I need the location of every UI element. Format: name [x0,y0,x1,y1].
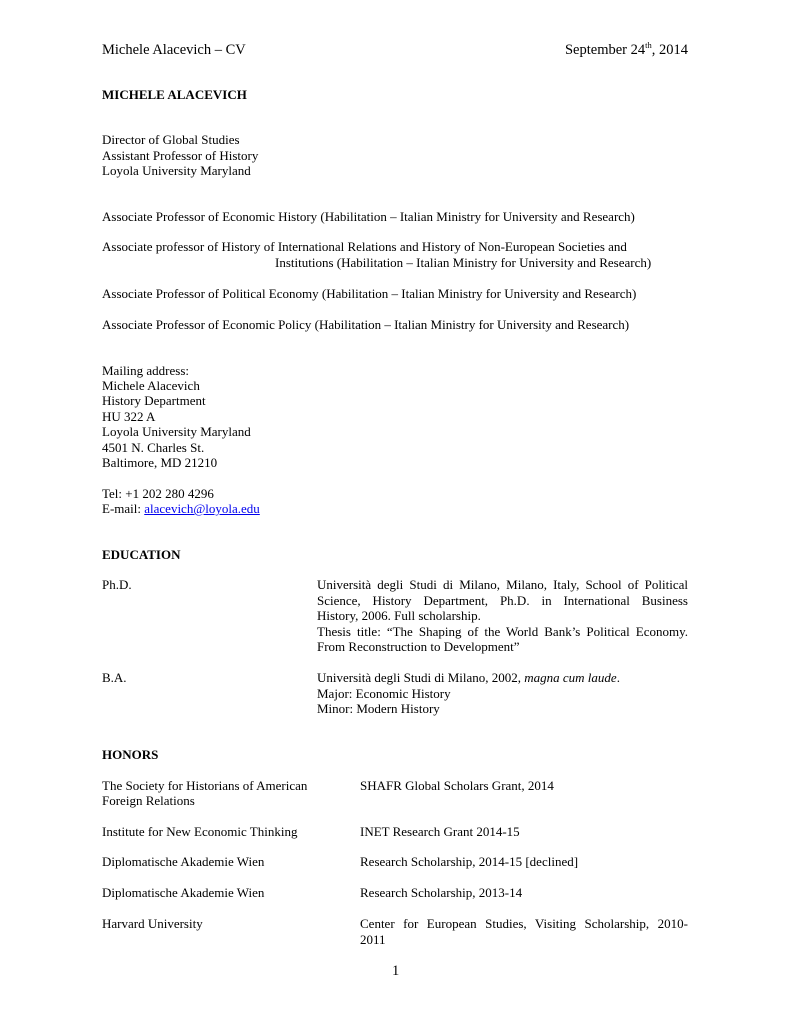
address-line: Baltimore, MD 21210 [102,455,218,470]
phd-thesis-line: Thesis title: “The Shaping of the World Bank’s Political Economy. [317,623,688,639]
honor-award: Research Scholarship, 2014-15 [declined] [360,854,579,869]
honor-award-cont: 2011 [360,931,386,947]
ba-major: Major: Economic History [317,686,451,701]
habilitation-item-cont: Institutions (Habilitation – Italian Ministry for University and Research) [275,255,652,270]
phd-line: Università degli Studi di Milano, Milano, Italy, School of Political [317,577,688,592]
habilitation-item: Associate Professor of Economic History (Habilitation – Italian Ministry for University and Research) [102,209,635,224]
address-line: HU 322 A [102,409,156,424]
position-line: Assistant Professor of History [102,148,259,163]
mailing-label: Mailing address: [102,363,190,378]
phd-thesis-line: From Reconstruction to Development” [317,639,520,654]
address-line: 4501 N. Charles St. [102,440,205,455]
ba-details-line [317,670,620,686]
ba-label: B.A. [102,670,127,685]
header-date-main: September 24 [564,42,646,58]
address-line: Loyola University Maryland [102,424,251,439]
ba-university: Università degli Studi di Milano, 2002, [317,670,525,685]
honor-org: Diplomatische Akademie Wien [102,885,265,900]
education-heading: EDUCATION [102,547,181,562]
address-line: Michele Alacevich [102,378,200,393]
honor-org: Institute for New Economic Thinking [102,824,298,839]
habilitation-item: Associate professor of History of International Relations and History of Non-European Societies and [102,239,627,254]
honor-org: The Society for Historians of American [102,778,308,793]
position-line: Loyola University Maryland [102,163,251,178]
honor-award: Center for European Studies, Visiting Scholarship, 2010- [360,916,688,931]
honors-heading: HONORS [102,747,159,762]
ba-period: . [616,670,620,685]
honor-org-cont: Foreign Relations [102,793,195,808]
cv-name: MICHELE ALACEVICH [102,87,247,102]
habilitation-item: Associate Professor of Economic Policy (Habilitation – Italian Ministry for University and Research) [102,317,630,332]
phd-label: Ph.D. [102,577,132,592]
header-date-year: , 2014 [651,42,688,58]
email-link[interactable]: alacevich@loyola.edu [144,501,260,516]
honor-org: Harvard University [102,916,203,931]
habilitation-item: Associate Professor of Political Economy (Habilitation – Italian Ministry for University and Research) [102,286,637,301]
header-date [564,40,688,59]
ba-minor: Minor: Modern History [317,701,440,716]
page-number: 1 [392,963,400,979]
position-line: Director of Global Studies [102,132,240,147]
phd-details [317,577,688,655]
phone: Tel: +1 202 280 4296 [102,486,214,501]
honor-award: Research Scholarship, 2013-14 [360,885,523,900]
header-date-sup: th [645,40,652,51]
header-left: Michele Alacevich – CV [102,42,246,58]
email-line [102,501,260,517]
email-label: E-mail: [102,501,145,516]
honor-award-block [360,916,688,947]
phd-line: Science, History Department, Ph.D. in International Business [317,592,688,608]
address-line: History Department [102,393,206,408]
honor-award: SHAFR Global Scholars Grant, 2014 [360,778,554,793]
honor-org: Diplomatische Akademie Wien [102,854,265,869]
honor-award: INET Research Grant 2014-15 [360,824,520,839]
phd-line: History, 2006. Full scholarship. [317,608,481,623]
ba-honor: magna cum laude [524,670,617,685]
